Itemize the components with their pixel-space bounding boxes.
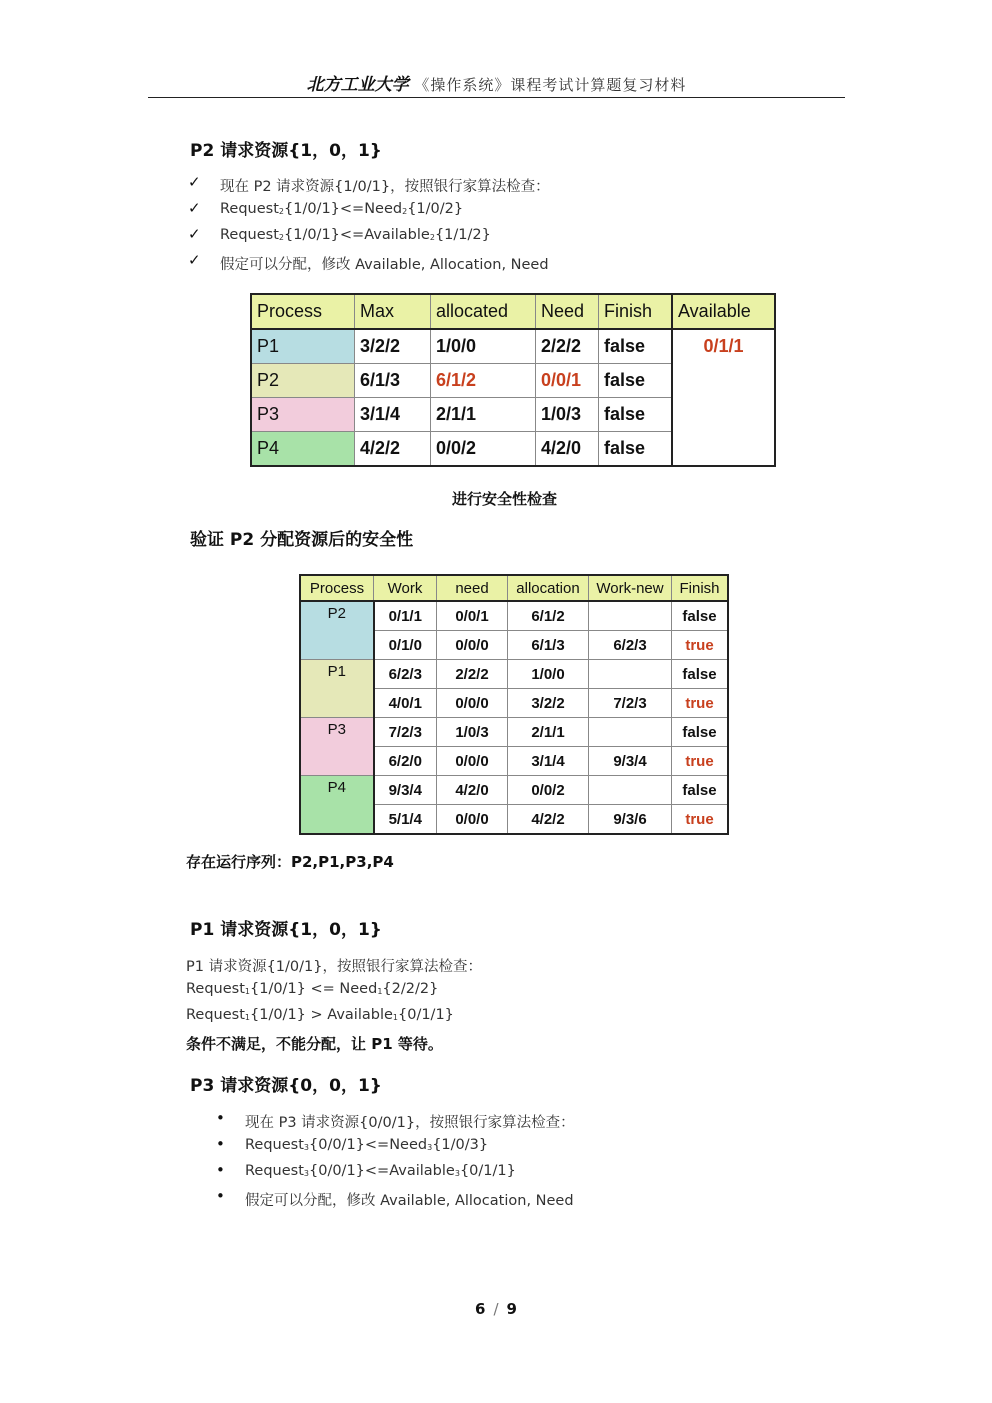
work-cell: 0/1/0 — [374, 631, 437, 660]
work-new-cell — [589, 601, 672, 631]
header-cell: Finish — [672, 575, 729, 601]
page-separator: / — [493, 1300, 499, 1318]
p3-bullet-2: Request$_3${0/0/1}<=Need$_3${1/0/3} — [245, 1137, 489, 1153]
work-cell: 6/2/3 — [374, 660, 437, 689]
need-cell: 2/2/2 — [536, 329, 599, 364]
work-cell: 4/0/1 — [374, 689, 437, 718]
header-divider — [148, 97, 845, 98]
work-cell: 5/1/4 — [374, 805, 437, 835]
table-row — [300, 718, 728, 747]
need-cell: 1/0/3 — [437, 718, 508, 747]
allocation-cell: 6/1/2 — [508, 601, 589, 631]
p1-line-2: Request$_1${1/0/1} <= Need$_1${2/2/2} — [186, 981, 439, 997]
finish-cell: false — [599, 329, 673, 364]
p2-bullet-1: 现在 P2 请求资源{1/0/1}，按照银行家算法检查： — [220, 179, 550, 195]
safety-check-table — [299, 574, 729, 835]
allocation-cell: 0/0/2 — [508, 776, 589, 805]
process-cell: P3 — [300, 718, 374, 776]
header-cell: Work-new — [589, 575, 672, 601]
table-row — [251, 329, 775, 364]
work-new-cell: 7/2/3 — [589, 689, 672, 718]
work-cell: 7/2/3 — [374, 718, 437, 747]
work-new-cell — [589, 660, 672, 689]
header-cell: Work — [374, 575, 437, 601]
need-cell: 1/0/3 — [536, 398, 599, 432]
p1-conclusion: 条件不满足，不能分配，让 P1 等待。 — [186, 1035, 443, 1053]
current-page: 6 — [475, 1300, 486, 1318]
p2-bullet-4: 假定可以分配，修改 Available, Allocation, Need — [220, 257, 549, 273]
table-row — [300, 601, 728, 631]
header-cell: Finish — [599, 294, 673, 329]
heading-p2-request: P2 请求资源{1，0，1} — [190, 141, 382, 161]
allocation-cell: 1/0/0 — [508, 660, 589, 689]
table-header-row — [300, 575, 728, 601]
max-cell: 3/2/2 — [355, 329, 431, 364]
work-new-cell: 6/2/3 — [589, 631, 672, 660]
process-cell: P2 — [300, 601, 374, 660]
allocated-cell: 0/0/2 — [431, 432, 536, 467]
header-cell: Available — [672, 294, 775, 329]
page-header — [148, 70, 845, 98]
p3-bullet-3: Request$_3${0/0/1}<=Available$_3${0/1/1} — [245, 1163, 516, 1179]
finish-cell: true — [672, 747, 729, 776]
allocation-table — [250, 293, 776, 467]
bullet-dot-icon: • — [216, 1135, 225, 1153]
bullet-dot-icon: • — [216, 1109, 225, 1127]
header-cell: allocated — [431, 294, 536, 329]
available-cell: 0/1/1 — [672, 329, 775, 466]
work-new-cell — [589, 776, 672, 805]
p1-line-1: P1 请求资源{1/0/1}，按照银行家算法检查： — [186, 959, 482, 975]
heading-verify-safety: 验证 P2 分配资源后的安全性 — [190, 530, 414, 550]
work-new-cell: 9/3/4 — [589, 747, 672, 776]
p3-bullet-4: 假定可以分配，修改 Available, Allocation, Need — [245, 1193, 574, 1209]
need-cell: 0/0/1 — [437, 601, 508, 631]
finish-cell: false — [672, 601, 729, 631]
total-pages: 9 — [506, 1300, 517, 1318]
table-row — [300, 776, 728, 805]
heading-p1-request: P1 请求资源{1，0，1} — [190, 920, 382, 940]
p3-bullet-1: 现在 P3 请求资源{0/0/1}，按照银行家算法检查： — [245, 1115, 575, 1131]
header-cell: Max — [355, 294, 431, 329]
work-cell: 6/2/0 — [374, 747, 437, 776]
header-cell: Need — [536, 294, 599, 329]
bullet-dot-icon: • — [216, 1187, 225, 1205]
process-cell: P1 — [300, 660, 374, 718]
allocated-cell: 1/0/0 — [431, 329, 536, 364]
work-cell: 9/3/4 — [374, 776, 437, 805]
finish-cell: false — [672, 718, 729, 747]
allocation-cell: 2/1/1 — [508, 718, 589, 747]
table-caption: 进行安全性检查 — [452, 490, 558, 508]
table-row — [300, 660, 728, 689]
allocation-cell: 3/2/2 — [508, 689, 589, 718]
header-cell: need — [437, 575, 508, 601]
allocation-cell: 6/1/3 — [508, 631, 589, 660]
process-cell: P3 — [251, 398, 355, 432]
max-cell: 6/1/3 — [355, 364, 431, 398]
university-logo: 北方工业大学 — [306, 75, 409, 95]
finish-cell: true — [672, 631, 729, 660]
header-cell: allocation — [508, 575, 589, 601]
finish-cell: false — [599, 398, 673, 432]
p2-bullet-3: Request$_2${1/0/1}<=Available$_2${1/1/2} — [220, 227, 491, 243]
finish-cell: true — [672, 805, 729, 835]
checkmark-icon: ✓ — [188, 225, 201, 243]
process-cell: P4 — [300, 776, 374, 835]
process-cell: P2 — [251, 364, 355, 398]
bullet-dot-icon: • — [216, 1161, 225, 1179]
allocated-cell: 6/1/2 — [431, 364, 536, 398]
p1-line-3: Request$_1${1/0/1} > Available$_1${0/1/1} — [186, 1007, 454, 1023]
work-new-cell: 9/3/6 — [589, 805, 672, 835]
finish-cell: false — [599, 432, 673, 467]
page-number — [0, 1300, 992, 1318]
table-header-row — [251, 294, 775, 329]
checkmark-icon: ✓ — [188, 199, 201, 217]
need-cell: 0/0/0 — [437, 631, 508, 660]
work-new-cell — [589, 718, 672, 747]
allocated-cell: 2/1/1 — [431, 398, 536, 432]
allocation-cell: 4/2/2 — [508, 805, 589, 835]
need-cell: 0/0/0 — [437, 747, 508, 776]
finish-cell: true — [672, 689, 729, 718]
finish-cell: false — [672, 660, 729, 689]
max-cell: 4/2/2 — [355, 432, 431, 467]
need-cell: 2/2/2 — [437, 660, 508, 689]
checkmark-icon: ✓ — [188, 173, 201, 191]
allocation-cell: 3/1/4 — [508, 747, 589, 776]
p2-bullet-2: Request$_2${1/0/1}<=Need$_2${1/0/2} — [220, 201, 464, 217]
finish-cell: false — [672, 776, 729, 805]
run-sequence: 存在运行序列：P2,P1,P3,P4 — [186, 853, 394, 871]
header-title: 《操作系统》课程考试计算题复习材料 — [414, 76, 687, 94]
finish-cell: false — [599, 364, 673, 398]
header-cell: Process — [300, 575, 374, 601]
work-cell: 0/1/1 — [374, 601, 437, 631]
need-cell: 4/2/0 — [437, 776, 508, 805]
header-cell: Process — [251, 294, 355, 329]
max-cell: 3/1/4 — [355, 398, 431, 432]
checkmark-icon: ✓ — [188, 251, 201, 269]
need-cell: 4/2/0 — [536, 432, 599, 467]
process-cell: P4 — [251, 432, 355, 467]
need-cell: 0/0/1 — [536, 364, 599, 398]
need-cell: 0/0/0 — [437, 689, 508, 718]
need-cell: 0/0/0 — [437, 805, 508, 835]
process-cell: P1 — [251, 329, 355, 364]
heading-p3-request: P3 请求资源{0，0，1} — [190, 1076, 382, 1096]
